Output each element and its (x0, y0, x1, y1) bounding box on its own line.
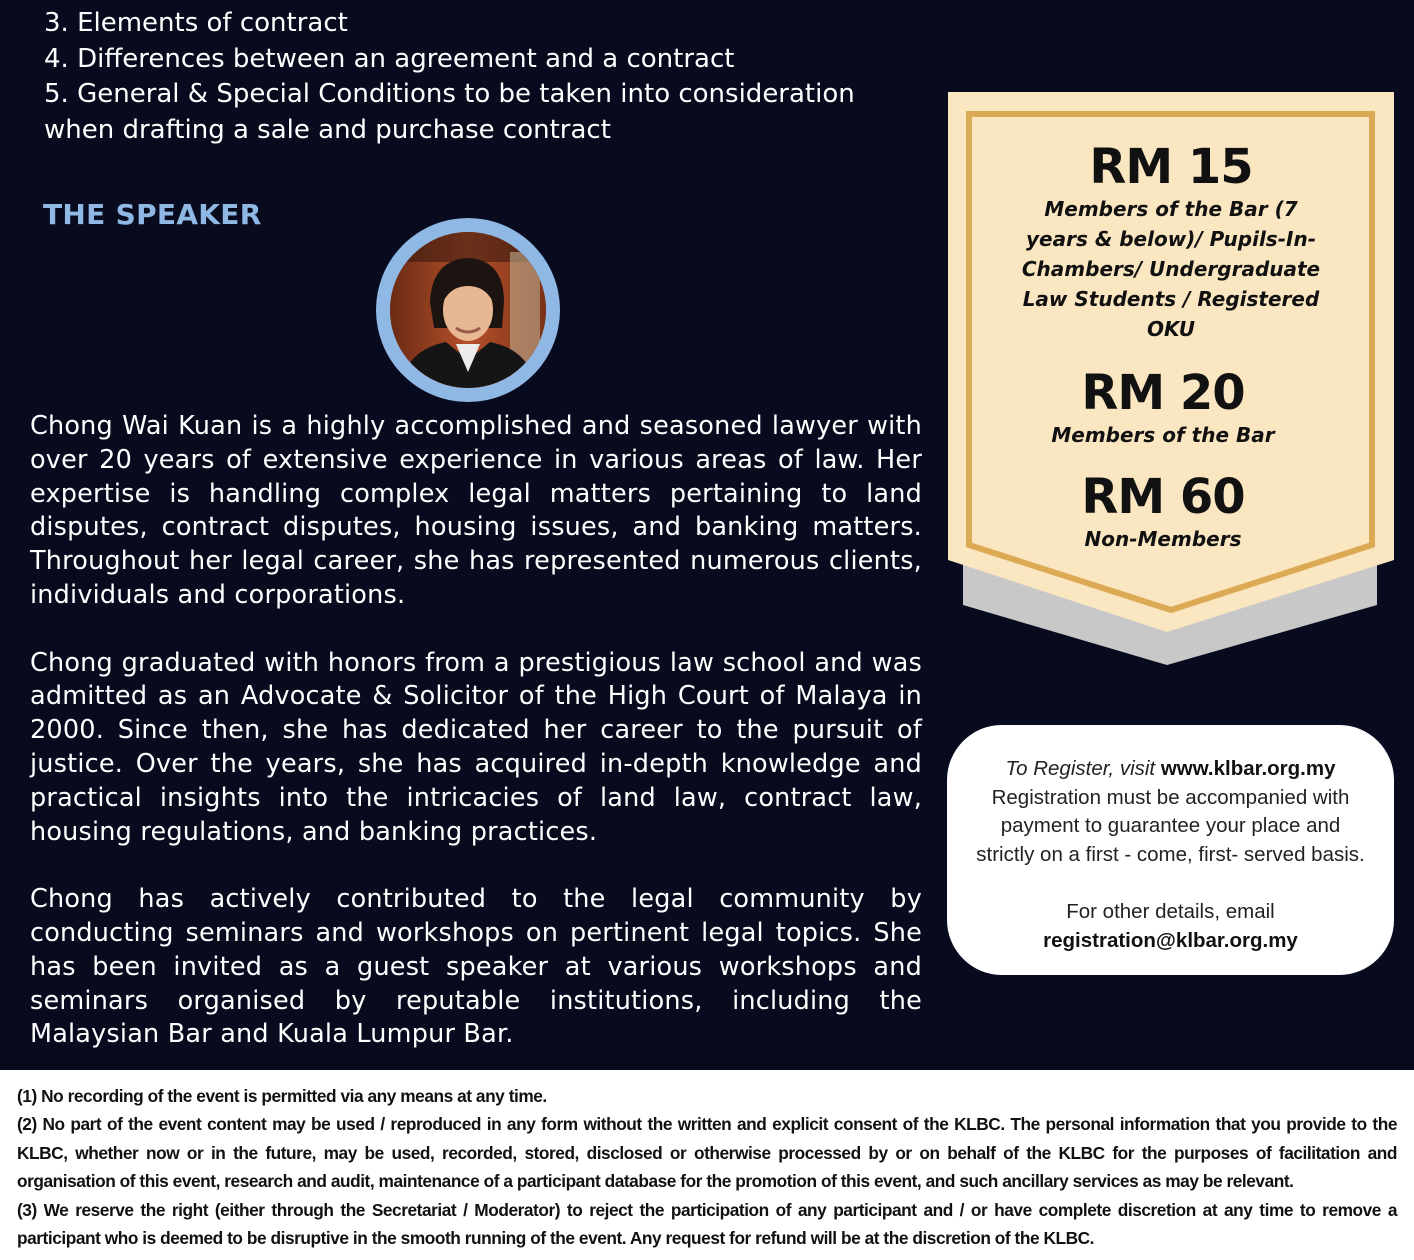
email-intro: For other details, email (1066, 899, 1275, 923)
spacer (947, 869, 1394, 898)
price-description: Members of the Bar (7 years & below)/ Pupils-In-Chambers/ Undergraduate Law Students / Registered OKU (1021, 197, 1321, 341)
price-amount: RM 20 (1081, 365, 1245, 421)
pricing-list (1005, 140, 1337, 554)
topic-item: 3. Elements of contract (44, 8, 348, 38)
speaker-heading: THE SPEAKER (43, 198, 262, 231)
register-prefix: To Register, visit (1005, 757, 1161, 780)
bio-paragraph: Chong graduated with honors from a prestigious law school and was admitted as an Advocate & Solicitor of the High Court of Malaya in 2000. Since then, she has dedicated her career to the pursuit of justice. Over the years, she has acquired in-depth knowledge and practical insights into the intricacies of land law, contract law, housing regulations, and banking practices. (30, 647, 922, 847)
disclaimer-note: (3) We reserve the right (either through the Secretariat / Moderator) to reject the participation of any participant and / or have complete discretion at any time to remove a participant who is deemed to be disruptive in the smooth running of the event. Any request for refund will be at the discretion of the KLBC. (17, 1199, 1397, 1249)
registration-box (947, 725, 1394, 975)
registration-note: Registration must be accompanied with (991, 785, 1350, 809)
price-amount: RM 15 (1089, 139, 1253, 195)
register-line (947, 755, 1394, 784)
register-link[interactable]: www.klbar.org.my (1160, 757, 1336, 780)
topic-item: 4. Differences between an agreement and a contract (44, 43, 735, 74)
price-amount: RM 60 (1081, 469, 1245, 525)
speaker-bio (30, 410, 922, 1086)
price-description: Members of the Bar (1051, 423, 1275, 447)
disclaimer-note: (2) No part of the event content may be used / reproduced in any form without the written and explicit consent of the KLBC. The personal information that you provide to the KLBC, whether now or in the future, may be used, recorded, stored, disclosed or otherwise processed by or on behalf of the KLBC for the purposes of facilitation and organisation of this event, research and audit, maintenance of a participant database for the promotion of this event, and such ancillary services as may be relevant. (17, 1114, 1397, 1192)
registration-note: payment to guarantee your place and (1000, 814, 1341, 838)
email-line (947, 927, 1394, 956)
bio-paragraph: Chong has actively contributed to the legal community by conducting seminars and workshops on pertinent legal topics. She has been invited as a guest speaker at various workshops and seminars organised by reputable institutions, including the Malaysian Bar and Kuala Lumpur Bar. (30, 884, 922, 1050)
pricing-badge (945, 90, 1397, 665)
email-link[interactable]: registration@klbar.org.my (1043, 928, 1298, 952)
speaker-portrait-icon (390, 232, 546, 388)
speaker-photo (390, 232, 546, 388)
price-description: Non-Members (1084, 527, 1242, 551)
registration-note: strictly on a first - come, first- served basis. (976, 842, 1365, 866)
topics-list (44, 6, 924, 148)
bio-paragraph: Chong Wai Kuan is a highly accomplished and seasoned lawyer with over 20 years of extensive experience in various areas of law. Her expertise is handling complex legal matters pertaining to land disputes, contract disputes, housing issues, and banking matters. Throughout her legal career, she has represented numerous clients, individuals and corporations. (30, 411, 922, 610)
disclaimer-note: (1) No recording of the event is permitted via any means at any time. (17, 1086, 547, 1106)
speaker-photo-frame (376, 218, 560, 402)
footer-disclaimer (0, 1070, 1414, 1260)
topic-item: 5. General & Special Conditions to be taken into consideration when drafting a sale and purchase contract (44, 79, 855, 145)
